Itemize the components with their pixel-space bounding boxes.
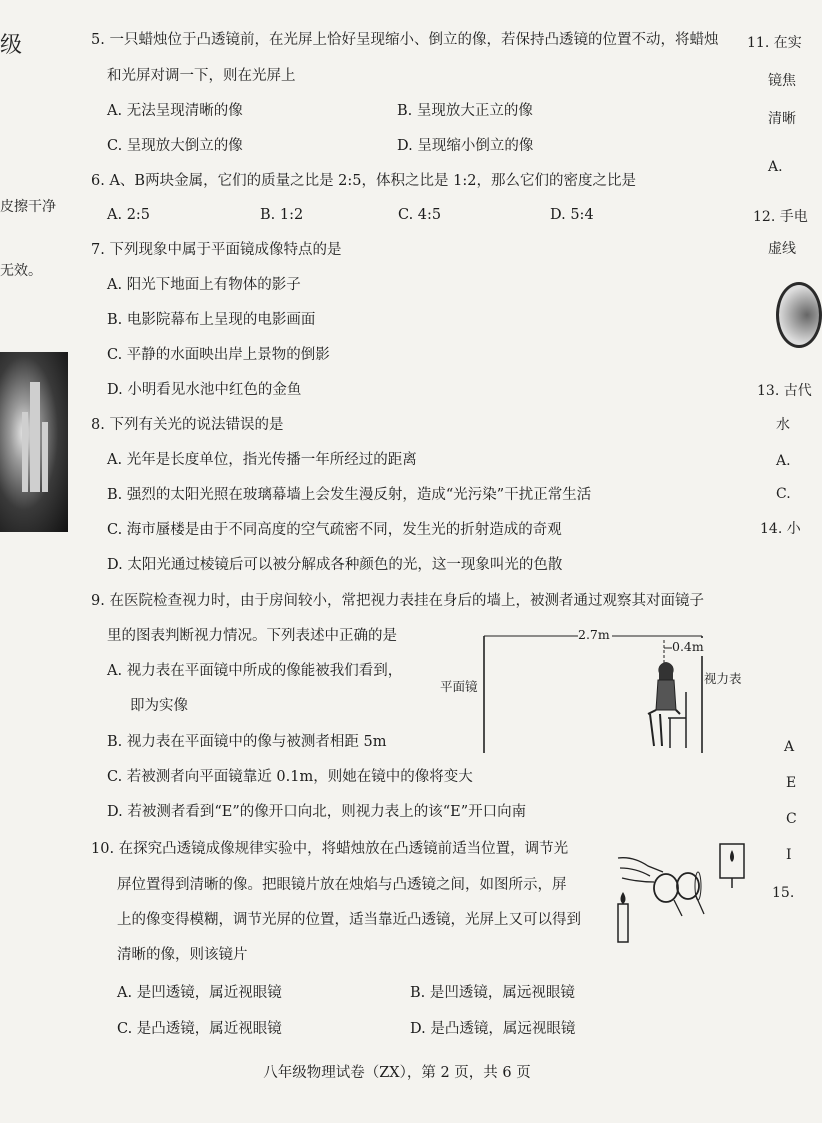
q9-mirror-label: 平面镜: [440, 679, 478, 694]
q9-option-b: B. 视力表在平面镜中的像与被测者相距 5m: [107, 734, 387, 750]
q9-stem-line1: 9. 在医院检查视力时，由于房间较小，常把视力表挂在身后的墙上，被测者通过观察其对面镜子: [91, 593, 704, 609]
right-q13-line2: 水: [776, 417, 790, 433]
q10-stem-line2: 屏位置得到清晰的像。把眼镜片放在烛焰与凸透镜之间，如图所示，屏: [117, 877, 567, 893]
q7-option-a: A. 阳光下地面上有物体的影子: [107, 277, 301, 293]
q5-option-a: A. 无法呈现清晰的像: [107, 103, 243, 119]
q9-stem-line2: 里的图表判断视力情况。下列表述中正确的是: [107, 628, 397, 644]
left-margin-ji: 级: [0, 33, 23, 58]
q8-option-b: B. 强烈的太阳光照在玻璃幕墙上会发生漫反射，造成“光污染”干扰正常生活: [107, 487, 592, 503]
q8-option-a: A. 光年是长度单位，指光传播一年所经过的距离: [107, 452, 417, 468]
right-q14-line1: 14. 小: [760, 521, 801, 537]
q9-option-d: D. 若被测者看到“E”的像开口向北，则视力表上的该“E”开口向南: [107, 804, 527, 820]
right-q13-line4: C.: [776, 486, 791, 502]
q7-option-d: D. 小明看见水池中红色的金鱼: [107, 382, 302, 398]
right-q11-line1: 11. 在实: [747, 35, 802, 51]
q10-option-b: B. 是凹透镜，属远视眼镜: [410, 985, 575, 1001]
q10-stem-line4: 清晰的像，则该镜片: [117, 947, 248, 963]
right-q12-line2: 虚线: [768, 241, 796, 257]
eye-test-figure: [440, 618, 740, 758]
q7-option-b: B. 电影院幕布上呈现的电影画面: [107, 312, 316, 328]
flashlight-circle-figure: [776, 282, 822, 348]
q10-stem-line3: 上的像变得模糊，调节光屏的位置，适当靠近凸透镜，光屏上又可以得到: [117, 912, 581, 928]
right-option-a: A: [784, 739, 795, 755]
q9-chart-label: 视力表: [704, 671, 742, 686]
right-option-d: I: [786, 847, 792, 863]
q9-option-a-line1: A. 视力表在平面镜中所成的像能被我们看到，: [107, 663, 403, 679]
q9-dist-person: 0.4m: [672, 639, 704, 654]
q9-option-c: C. 若被测者向平面镜靠近 0.1m，则她在镜中的像将变大: [107, 769, 473, 785]
q10-option-a: A. 是凹透镜，属近视眼镜: [117, 985, 282, 1001]
q9-option-a-line2: 即为实像: [130, 698, 188, 714]
right-option-b: E: [786, 775, 797, 791]
right-q11-line2: 镜焦: [768, 73, 796, 89]
q6-option-d: D. 5:4: [550, 207, 594, 223]
right-q11-line3: 清晰: [768, 111, 796, 127]
right-q15: 15.: [772, 885, 795, 901]
q6-option-b: B. 1:2: [260, 207, 304, 223]
q10-option-d: D. 是凸透镜，属远视眼镜: [410, 1021, 576, 1037]
q7-option-c: C. 平静的水面映出岸上景物的倒影: [107, 347, 330, 363]
q9-dist-total: 2.7m: [578, 627, 610, 642]
q10-stem-line1: 10. 在探究凸透镜成像规律实验中，将蜡烛放在凸透镜前适当位置，调节光: [91, 841, 569, 857]
q8-option-c: C. 海市蜃楼是由于不同高度的空气疏密不同，发生光的折射造成的奇观: [107, 522, 562, 538]
q8-option-d: D. 太阳光通过棱镜后可以被分解成各种颜色的光，这一现象叫光的色散: [107, 557, 563, 573]
q5-option-b: B. 呈现放大正立的像: [397, 103, 533, 119]
lens-experiment-figure: [608, 838, 758, 948]
q5-option-c: C. 呈现放大倒立的像: [107, 138, 243, 154]
q5-stem-line1: 5. 一只蜡烛位于凸透镜前，在光屏上恰好呈现缩小、倒立的像，若保持凸透镜的位置不动，将蜡烛: [91, 32, 719, 48]
page-footer: 八年级物理试卷（ZX），第 2 页，共 6 页: [263, 1065, 531, 1081]
q8-stem: 8. 下列有关光的说法错误的是: [91, 417, 284, 433]
q6-option-c: C. 4:5: [398, 207, 442, 223]
q5-stem-line2: 和光屏对调一下，则在光屏上: [107, 68, 296, 84]
right-option-c: C: [786, 811, 797, 827]
q5-option-d: D. 呈现缩小倒立的像: [397, 138, 534, 154]
right-q11-line4: A.: [768, 159, 783, 175]
right-q13-line3: A.: [776, 453, 791, 469]
right-q13-line1: 13. 古代: [757, 383, 812, 399]
q6-option-a: A. 2:5: [107, 207, 151, 223]
q10-option-c: C. 是凸透镜，属近视眼镜: [117, 1021, 282, 1037]
right-q12-line1: 12. 手电: [753, 209, 808, 225]
left-margin-line1: 皮擦干净: [0, 199, 56, 215]
left-margin-line2: 无效。: [0, 263, 42, 279]
q6-stem: 6. A、B两块金属，它们的质量之比是 2:5，体积之比是 1:2，那么它们的密度之比是: [91, 173, 636, 189]
rocket-launch-photo: [0, 352, 68, 532]
q7-stem: 7. 下列现象中属于平面镜成像特点的是: [91, 242, 342, 258]
